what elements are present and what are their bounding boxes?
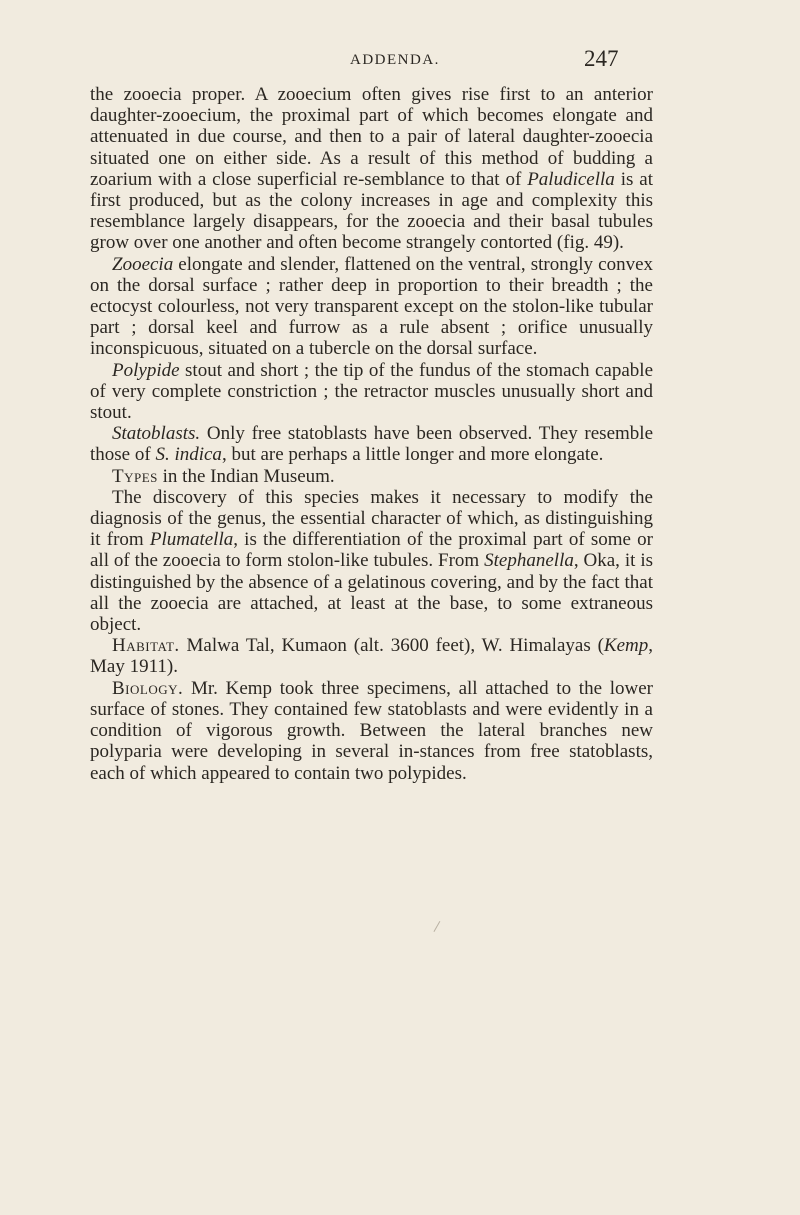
genus-stephanella: Stephanella xyxy=(484,550,574,572)
stray-mark xyxy=(433,921,445,935)
paragraph-types xyxy=(90,466,653,487)
text-run: Mr. Kemp took three specimens, all attached to the lower surface of stones. They contained few statoblasts and were evidently in a condition of vigorous growth. Between the lateral branches new polyparia were developing in several in-stances from free statoblasts, each of which appeared to contain two polypides. xyxy=(90,677,653,784)
paragraph-polypide xyxy=(90,360,653,424)
paragraph-zooecia-description xyxy=(90,254,653,360)
text-run: , May 1911). xyxy=(90,635,653,678)
text-run: , is the differentiation of the proximal part of some or all of the zooecia to form stolon-like tubules. From xyxy=(90,529,653,572)
heading-biology: Biology. xyxy=(112,677,184,699)
term-polypide: Polypide xyxy=(112,359,180,381)
term-zooecia: Zooecia xyxy=(112,253,174,275)
genus-plumatella: Plumatella xyxy=(149,529,234,551)
text-run: , but are perhaps a little longer and more elongate. xyxy=(221,444,604,466)
paragraph-biology xyxy=(90,678,653,784)
body-text xyxy=(90,84,653,784)
page-number: 247 xyxy=(584,46,619,71)
term-statoblasts: Statoblasts. xyxy=(112,423,201,445)
text-run: in the Indian Museum. xyxy=(157,465,335,487)
paragraph-zooecia-proper xyxy=(90,84,653,254)
running-head-title: ADDENDA. xyxy=(350,52,440,68)
genus-paludicella: Paludicella xyxy=(527,168,615,190)
collector-kemp: Kemp xyxy=(603,635,649,657)
paragraph-habitat xyxy=(90,635,653,677)
text-run: Malwa Tal, Kumaon (alt. 3600 feet), W. Himalayas ( xyxy=(179,635,604,657)
heading-types: Types xyxy=(112,465,158,487)
text-run: , Oka, it is distinguished by the absence of a gelatinous covering, and by the fact that all the zooecia are attached, at least at the base, to some extraneous object. xyxy=(90,550,653,636)
running-head xyxy=(0,40,800,80)
heading-habitat: Habitat. xyxy=(112,635,180,657)
text-run: Only free statoblasts have been observed. They resemble those of xyxy=(90,423,653,466)
text-run: is at first produced, but as the colony increases in age and complexity this resemblance largely disappears, for the zooecia and their basal tubules grow over one another and often become strangely contorted (fig. 49). xyxy=(90,168,653,254)
text-run: stout and short ; the tip of the fundus of the stomach capable of very complete constriction ; the retractor muscles unusually short and stout. xyxy=(90,359,653,424)
text-run: The discovery of this species makes it necessary to modify the diagnosis of the genus, the essential character of which, as distinguishing it from xyxy=(90,486,653,551)
text-run: the zooecia proper. A zooecium often gives rise first to an anterior daughter-zooecium, the proximal part of which becomes elongate and attenuated in due course, and then to a pair of lateral daughter-zooecia situated one on either side. As a result of this method of budding a zoarium with a close superficial re-semblance to that of xyxy=(90,84,653,190)
paragraph-statoblasts xyxy=(90,423,653,465)
paragraph-discovery xyxy=(90,487,653,635)
species-s-indica: S. indica xyxy=(155,444,222,466)
text-run: elongate and slender, flattened on the ventral, strongly convex on the dorsal surface ; rather deep in proportion to their breadth ; the ectocyst colourless, not very transparent except on the stolon-like tubular part ; dorsal keel and furrow as a rule absent ; orifice unusually inconspicuous, situated on a tubercle on the dorsal surface. xyxy=(90,253,653,360)
